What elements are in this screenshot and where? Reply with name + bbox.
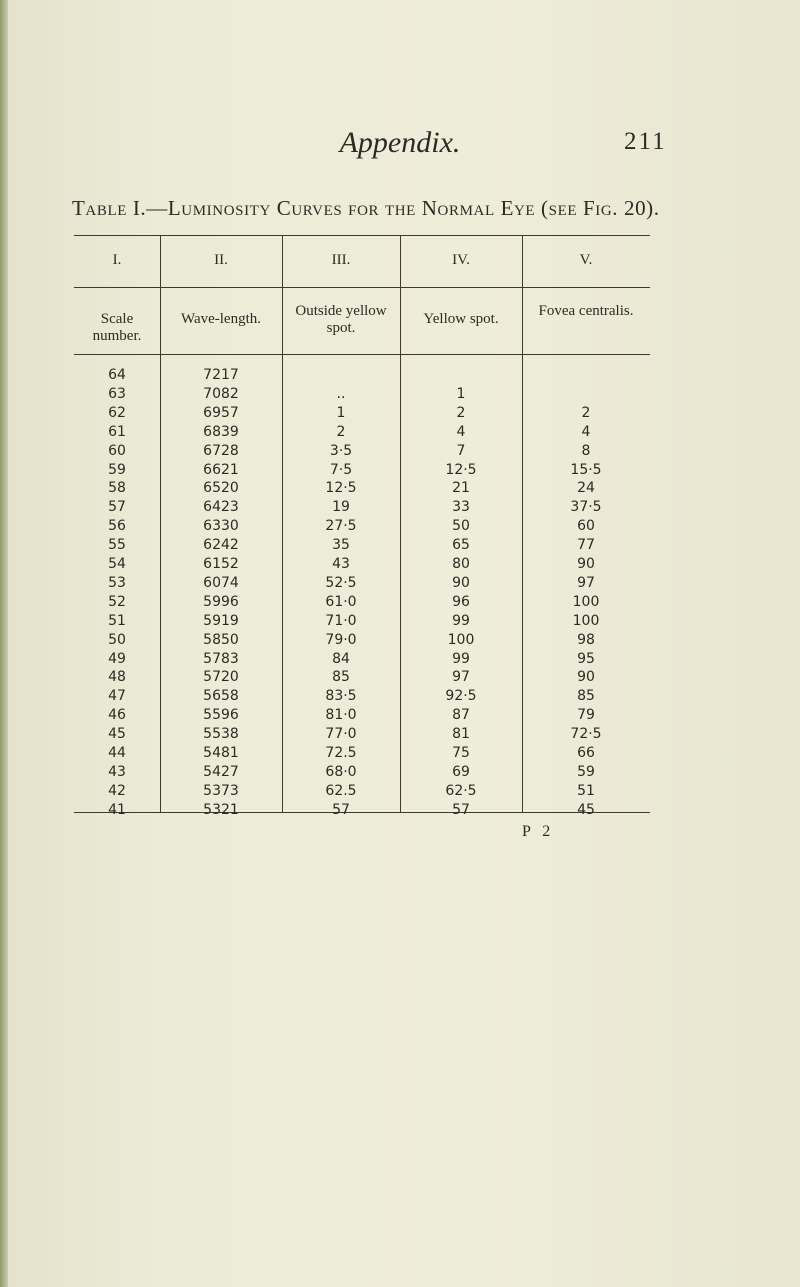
table-cell: 4: [456, 423, 466, 440]
page-edge: [0, 0, 8, 1287]
table-cell: 45: [577, 801, 595, 818]
table-cell: 5596: [203, 707, 239, 724]
table-cell: 60: [108, 442, 126, 459]
table-cell: 57: [452, 801, 470, 818]
table-cell: ..: [336, 385, 346, 402]
table-cell: 62.5: [325, 782, 357, 799]
table-cell: 100: [572, 612, 600, 629]
column-divider: [522, 235, 523, 812]
table-cell: 2: [336, 423, 346, 440]
running-title: Appendix.: [339, 126, 461, 159]
table-cell: 7·5: [329, 461, 353, 478]
table-cell: 57: [108, 499, 126, 516]
table-cell: 100: [447, 631, 475, 648]
table-cell: 99: [452, 612, 470, 629]
table-cell: 57: [332, 801, 350, 818]
table-cell: 81·0: [325, 707, 357, 724]
table-cell: 44: [108, 745, 126, 761]
table-cell: 80: [452, 556, 470, 572]
table-cell: 65: [452, 537, 470, 554]
table-cell: 72·5: [570, 726, 602, 743]
table-cell: 5321: [203, 801, 239, 818]
table-cell: 49: [108, 650, 126, 667]
column-number: I.: [112, 252, 122, 268]
table-cell: 6621: [203, 461, 239, 478]
table-cell: 96: [452, 593, 470, 610]
column-header: Wave-length.: [180, 311, 261, 327]
table-cell: 7: [456, 442, 466, 459]
table-cell: 79·0: [325, 631, 357, 648]
table-cell: 61: [108, 423, 126, 440]
table-cell: 5720: [203, 669, 239, 686]
table-cell: 79: [577, 707, 595, 724]
table-cell: 5919: [203, 612, 239, 629]
table-cell: 45: [108, 726, 126, 743]
column-header: Fovea centralis.: [538, 303, 634, 319]
table-cell: 2: [581, 404, 591, 421]
table-cell: 8: [581, 442, 591, 459]
table-cell: 19: [332, 499, 350, 516]
signature-mark: P 2: [522, 823, 555, 840]
table-cell: 7217: [203, 367, 239, 383]
column-divider: [282, 235, 283, 812]
luminosity-table: [74, 235, 650, 818]
table-cell: 62·5: [445, 782, 477, 799]
table-cell: 58: [108, 480, 126, 497]
table-cell: 53: [108, 574, 126, 591]
table-cell: 5427: [203, 763, 239, 780]
table-cell: 66: [577, 745, 595, 761]
table-cell: 72.5: [325, 745, 357, 761]
column-header: Scale number.: [92, 311, 142, 344]
table-cell: 3·5: [329, 442, 353, 459]
table-cell: 24: [577, 480, 595, 497]
table-cell: 71·0: [325, 612, 357, 629]
table-cell: 6839: [203, 423, 239, 440]
column-number: II.: [214, 252, 228, 268]
table-cell: 50: [108, 631, 126, 648]
table-cell: 90: [577, 669, 595, 686]
table-caption: Table I.—Luminosity Curves for the Normal Eye (see Fig. 20).: [72, 196, 660, 220]
table-cell: 43: [108, 763, 126, 780]
table-cell: 85: [577, 688, 595, 705]
table-cell: 6423: [203, 499, 239, 516]
table-cell: 52·5: [325, 574, 357, 591]
column-header: Yellow spot.: [423, 311, 499, 327]
table-cell: 60: [577, 518, 595, 535]
column-number: V.: [579, 252, 593, 268]
table-cell: 48: [108, 669, 126, 686]
table-cell: 69: [452, 763, 470, 780]
table-cell: 50: [452, 518, 470, 535]
table-cell: 63: [108, 385, 126, 402]
table-cell: 95: [577, 650, 595, 667]
table-cell: 4: [581, 423, 591, 440]
table-cell: 1: [336, 404, 346, 421]
table-cell: 33: [452, 499, 470, 516]
table-cell: 68·0: [325, 763, 357, 780]
table-cell: 12·5: [325, 480, 357, 497]
table-cell: 6520: [203, 480, 239, 497]
table-cell: 61·0: [325, 593, 357, 610]
table-cell: 5996: [203, 593, 239, 610]
column-divider: [400, 235, 401, 812]
table-cell: 77·0: [325, 726, 357, 743]
table-cell: 15·5: [570, 461, 602, 478]
table-cell: 47: [108, 688, 126, 705]
table-cell: 54: [108, 556, 126, 572]
table-cell: 7082: [203, 385, 239, 402]
table-cell: 90: [452, 574, 470, 591]
table-cell: 6330: [203, 518, 239, 535]
table-cell: 42: [108, 782, 126, 799]
table-cell: 55: [108, 537, 126, 554]
table-cell: 84: [332, 650, 350, 667]
running-header: [0, 126, 800, 166]
table-cell: 5783: [203, 650, 239, 667]
table-cell: 75: [452, 745, 470, 761]
table-cell: 56: [108, 518, 126, 535]
table-cell: 6074: [203, 574, 239, 591]
table-cell: 83·5: [325, 688, 357, 705]
table-cell: 1: [456, 385, 466, 402]
table-cell: 5850: [203, 631, 239, 648]
table-cell: 6957: [203, 404, 239, 421]
table-cell: 51: [577, 782, 595, 799]
table-cell: 12·5: [445, 461, 477, 478]
table-cell: 97: [577, 574, 595, 591]
table-cell: 41: [108, 801, 126, 818]
table-cell: 27·5: [325, 518, 357, 535]
table-cell: 98: [577, 631, 595, 648]
table-cell: 85: [332, 669, 350, 686]
table-cell: 2: [456, 404, 466, 421]
table-cell: 51: [108, 612, 126, 629]
table-cell: 99: [452, 650, 470, 667]
table-cell: 92·5: [445, 688, 477, 705]
table-cell: 35: [332, 537, 350, 554]
table-cell: 64: [108, 367, 126, 383]
table-cell: 81: [452, 726, 470, 743]
table-cell: 5538: [203, 726, 239, 743]
table-cell: 6728: [203, 442, 239, 459]
table-cell: 5658: [203, 688, 239, 705]
table-cell: 59: [577, 763, 595, 780]
table-cell: 5481: [203, 745, 239, 761]
page-number: 211: [624, 128, 667, 155]
table-cell: 97: [452, 669, 470, 686]
column-number: IV.: [452, 252, 470, 268]
table-cell: 59: [108, 461, 126, 478]
table-cell: 21: [452, 480, 470, 497]
table-cell: 5373: [203, 782, 239, 799]
table-cell: 100: [572, 593, 600, 610]
table-cell: 6152: [203, 556, 239, 572]
table-cell: 52: [108, 593, 126, 610]
column-header: Outside yellow spot.: [295, 303, 387, 336]
column-number: III.: [331, 252, 351, 268]
table-cell: 77: [577, 537, 595, 554]
table-cell: 87: [452, 707, 470, 724]
table-cell: 6242: [203, 537, 239, 554]
table-cell: 62: [108, 404, 126, 421]
table-cell: 46: [108, 707, 126, 724]
table-cell: 43: [332, 556, 350, 572]
table-cell: 90: [577, 556, 595, 572]
table-cell: 37·5: [570, 499, 602, 516]
